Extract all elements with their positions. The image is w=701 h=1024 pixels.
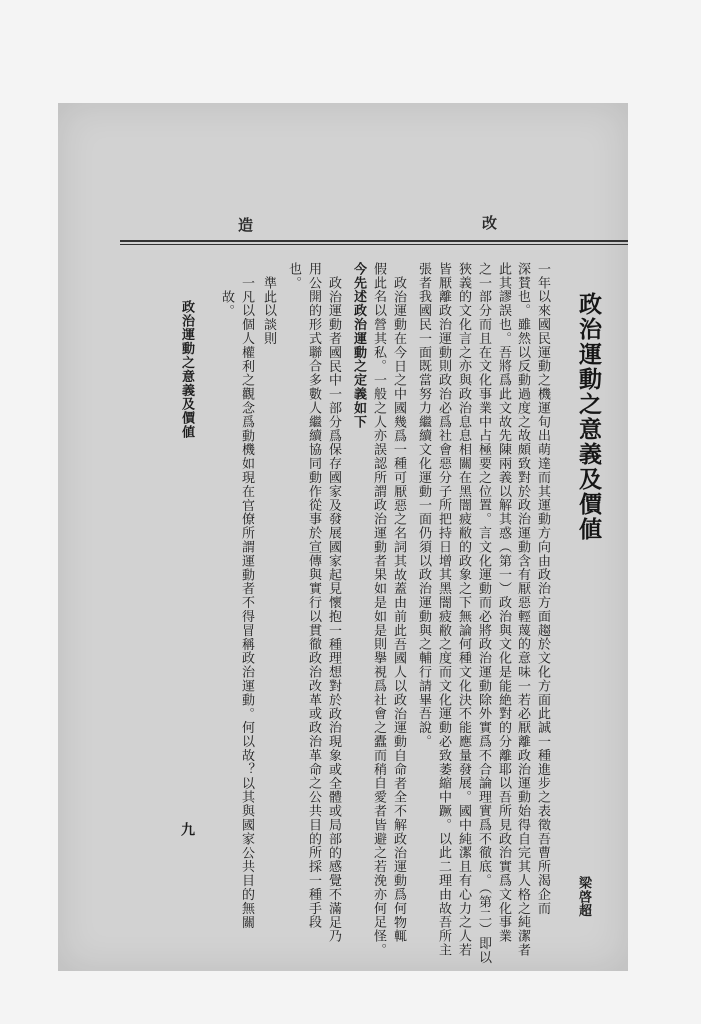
article-title: 政治運動之意義及價値	[575, 292, 602, 542]
body-column: 今先述政治運動之定義如下	[351, 262, 366, 429]
page-number: 九	[179, 822, 195, 837]
body-column: 假此名以營其私。一般之人亦誤認所謂政治運動者果如是如是則擧視爲社會之蠹而稍自愛者皆避之若浼亦何足怪。	[371, 262, 386, 957]
body-column: 也。	[286, 262, 301, 290]
body-column: 故。	[219, 290, 234, 318]
body-column: 深賛也。雖然以反動過度之故頗致對於政治運動含有厭惡輕蔑的意味一若必厭離政治運動始得自完其人格之純潔者	[515, 262, 530, 957]
body-column: 皆厭離政治運動則政治必爲社會惡分子所把持日增其黑闇疲敝之度而文化運動必致萎縮中蹶。以此二理由故吾所主	[436, 262, 451, 957]
body-column: 一年以來國民運動之機運旬出萌達而其運動方向由政治方面趨於文化方面此誠一種進步之表徵吾曹所渴企而	[535, 262, 550, 916]
body-column: 準此以談則	[261, 276, 276, 346]
footer-running-title: 政治運動之意義及價値	[179, 300, 194, 439]
header-rule	[120, 240, 628, 245]
body-column: 之一部分而且在文化事業中占極要之位置。言文化運動而必將政治運動除外實爲不合論理實爲不徹底。（第二）即以	[476, 262, 491, 965]
body-column: 一凡以個人權利之觀念爲動機如現在官僚所謂運動者不得冒稱政治運動。何以故？以其與國家公共目的無關	[239, 276, 254, 930]
body-column: 政治運動者國民中一部分爲保存國家及發展國家起見懷抱一種理想對於政治現象或全體或局部的感覺不滿足乃	[326, 276, 341, 944]
body-column: 政治運動在今日之中國幾爲一種可厭惡之名詞其故蓋由前此吾國人以政治運動自命者全不解政治運動爲何物輒	[391, 276, 406, 944]
header-left-char: 造	[238, 216, 254, 234]
body-column: 狹義的文化言之亦與政治息息相關在黑闇疲敝的政象之下無論何種文化決不能應量發展。國中純潔且有心力之人若	[456, 262, 471, 957]
body-column: 張者我國民一面既當努力繼續文化運動一面仍須以政治運動與之輔行請畢吾說。	[416, 262, 431, 749]
header-right-char: 改	[482, 214, 498, 232]
body-column: 用公開的形式聯合多數人繼續協同動作從事於宣傳與實行以貫徹政治改革或政治革命之公共目的所採一種手段	[306, 262, 321, 930]
body-column: 此其謬誤也。吾將爲此文故先陳兩義以解其惑（第一）政治與文化是能絶對的分離耶以吾所見政治實爲文化事業	[496, 262, 511, 944]
article-author: 梁啓超	[576, 876, 591, 918]
